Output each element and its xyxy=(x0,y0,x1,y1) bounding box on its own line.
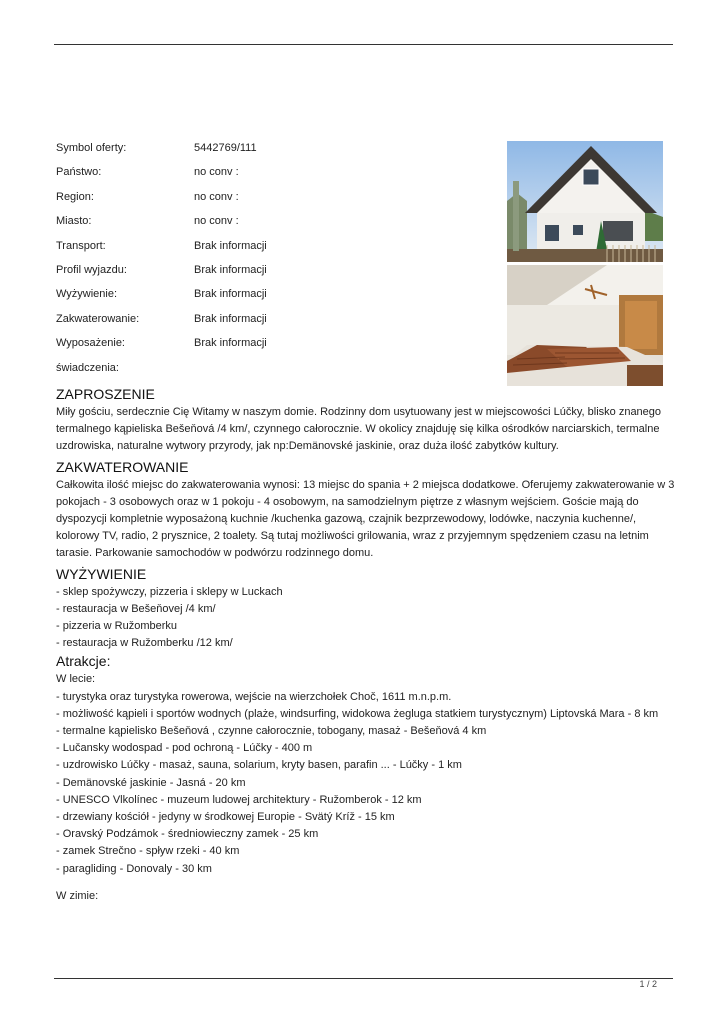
info-label: Wyposażenie: xyxy=(56,337,125,350)
info-value: Brak informacji xyxy=(194,263,267,276)
list-item: - sklep spożywczy, pizzeria i sklepy w Luckach xyxy=(56,585,283,598)
info-value: Brak informacji xyxy=(194,288,267,301)
section-title-wyzywienie: WYŻYWIENIE xyxy=(56,565,147,582)
info-label: Transport: xyxy=(56,239,106,252)
winter-label: W zimie: xyxy=(56,889,99,902)
list-item: - drzewiany kościół - jedyny w środkowej Europie - Svätý Kríž - 15 km xyxy=(56,811,395,824)
zaproszenie-text: Miły gościu, serdecznie Cię Witamy w naszym domie. Rodzinny dom usytuowany jest w miejscowości Lúčky, blisko znanego termalnego kąpieliska Bešeňová /4 km/, czynnego całorocznie. W okolicy znajduję się kilka ośrodków narciarskich, termalne uzdrowiska, naturalne wytwory przyrody, jak np:Demänovské jaskinie, oraz duża ilość zabytków kultury. xyxy=(56,406,662,453)
info-label: Symbol oferty: xyxy=(56,142,127,154)
info-label: Region: xyxy=(56,190,94,203)
info-value: Brak informacji xyxy=(194,337,267,350)
spacer xyxy=(56,878,676,888)
list-item: - restauracja w Bešeňovej /4 km/ xyxy=(56,602,216,615)
list-item: - restauracja w Ružomberku /12 km/ xyxy=(56,637,233,650)
info-value: 5442769/111 xyxy=(194,142,257,154)
section-title-zaproszenie: ZAPROSZENIE xyxy=(56,386,155,402)
house-exterior-photo xyxy=(507,141,663,262)
info-value: Brak informacji xyxy=(194,312,267,325)
summer-label: W lecie: xyxy=(56,673,96,686)
list-item: - paragliding - Donovaly - 30 km xyxy=(56,862,212,875)
info-label: Miasto: xyxy=(56,215,92,228)
bedroom-interior-photo xyxy=(507,265,663,386)
list-item: - turystyka oraz turystyka rowerowa, wejście na wierzchołek Choč, 1611 m.n.p.m. xyxy=(56,690,452,703)
list-item: - termalne kąpielisko Bešeňová , czynne całorocznie, tobogany, masaż - Bešeňová 4 km xyxy=(56,725,487,738)
info-label: Wyżywienie: xyxy=(56,288,118,301)
list-item: - Oravský Podzámok - średniowieczny zamek - 25 km xyxy=(56,828,319,841)
info-value: no conv : xyxy=(194,215,239,228)
list-item: - UNESCO Vlkolínec - muzeum ludowej architektury - Ružomberok - 12 km xyxy=(56,793,422,806)
list-item: - Lučansky wodospad - pod ochroną - Lúčky - 400 m xyxy=(56,742,313,755)
list-item: - możliwość kąpieli i sportów wodnych (plaże, windsurfing, widokowa żegluga statkiem turystycznym) Liptovská Mara - 8 km xyxy=(56,707,659,720)
section-title-atrakcje: Atrakcje: xyxy=(56,653,111,670)
section-title-zakwaterowanie: ZAKWATEROWANIE xyxy=(56,458,189,475)
info-value: no conv : xyxy=(194,166,239,179)
list-item: - uzdrowisko Lúčky - masaż, sauna, solarium, kryty basen, parafin ... - Lúčky - 1 km xyxy=(56,759,462,772)
footer-rule xyxy=(54,978,673,979)
info-value: no conv : xyxy=(194,190,239,203)
list-item: - zamek Strečno - spływ rzeki - 40 km xyxy=(56,845,240,858)
page-number: 1 / 2 xyxy=(639,979,657,989)
info-label: Profil wyjazdu: xyxy=(56,263,127,276)
info-label: świadczenia: xyxy=(56,361,119,374)
info-value: Brak informacji xyxy=(194,239,267,252)
info-label: Zakwaterowanie: xyxy=(56,312,140,325)
list-item: - pizzeria w Ružomberku xyxy=(56,620,178,633)
list-item: - Demänovské jaskinie - Jasná - 20 km xyxy=(56,776,246,789)
header-rule xyxy=(54,44,673,45)
zakwaterowanie-text: Całkowita ilość miejsc do zakwaterowania wynosi: 13 miejsc do spania + 2 miejsca dodatkowe. Oferujemy zakwaterowanie w 3 pokojach - 3 osobowych oraz w 1 pokoju - 4 osobowym, na samodzielnym piętrze z własnym wejściem. Goście mają do dyspozycji kompletnie wyposażoną kuchnie /kuchenka gazową, czajnik bezprzewodowy, lodówke, naczynia kuchenne/, kolorowy TV, radio, 2 prysznice, 2 toalety. Są tutaj możliwości grilowania, wraz z przyjemnym spędzeniem czasu na letnim tarasie. Parkowanie samochodów w podwórzu rodzinnego domu. xyxy=(56,478,675,560)
main-content xyxy=(56,385,676,905)
info-label: Państwo: xyxy=(56,166,102,179)
